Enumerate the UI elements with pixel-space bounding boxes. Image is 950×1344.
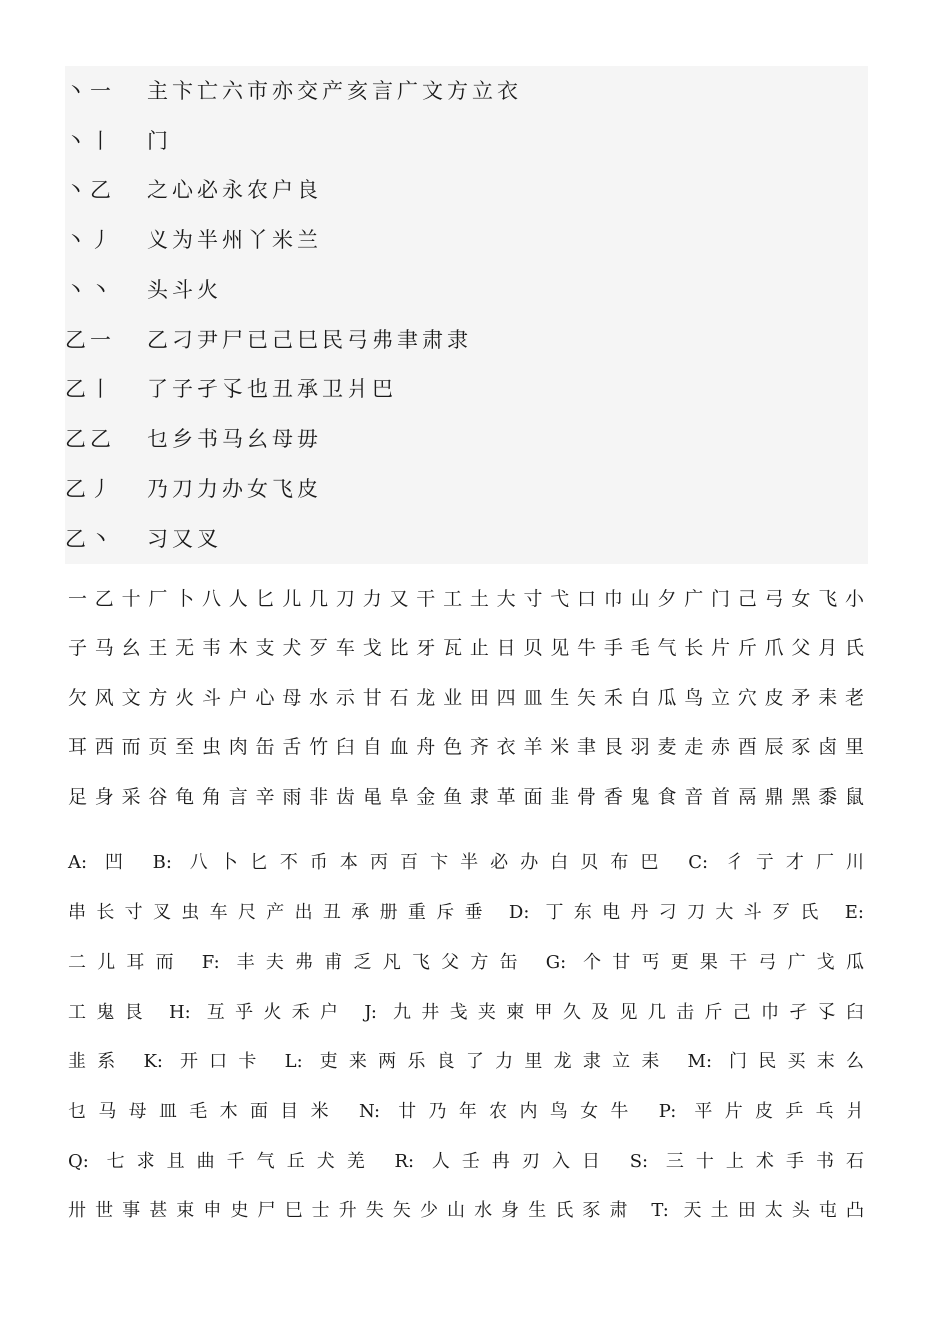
stroke-code: 乙一 [65, 328, 115, 352]
text-line: 卅世事甚束申史尸巳士升失矢少山水身生氏豕肃 T: 天土田太头屯凸 [68, 1200, 864, 1221]
stroke-characters: 门 [147, 129, 172, 153]
text-line: 足身采谷龟角言辛雨非齿黾阜金鱼隶革面韭骨香鬼食音首鬲鼎黑黍鼠 [68, 786, 864, 808]
stroke-characters: 乜乡书马幺母毋 [147, 427, 322, 451]
text-line: 乜马母皿毛木面目米 N: 廿乃年农内鸟女牛 P: 平片皮乒乓爿 [68, 1101, 864, 1122]
stroke-row [65, 514, 868, 564]
stroke-code: 丶丨 [65, 129, 115, 153]
stroke-characters: 乃刀力办女飞皮 [147, 477, 322, 501]
stroke-row [65, 165, 868, 215]
stroke-characters: 了子孑孓也丑承卫爿巴 [147, 377, 397, 401]
stroke-characters: 头斗火 [147, 278, 222, 302]
stroke-characters: 主卞亡六市亦交产亥言广文方立衣 [147, 79, 522, 103]
stroke-order-table [65, 66, 868, 564]
stroke-code: 乙乙 [65, 427, 115, 451]
stroke-code: 乙丶 [65, 527, 115, 551]
stroke-characters: 之心必永农户良 [147, 178, 322, 202]
stroke-code: 丶乙 [65, 178, 115, 202]
text-line: Q: 七求且曲千气丘犬羌 R: 人壬冉刃入日 S: 三十上术手书石 [68, 1151, 864, 1172]
stroke-row [65, 414, 868, 464]
stroke-row [65, 66, 868, 116]
text-line: 子马幺王无韦木支犬歹车戈比牙瓦止日贝见牛手毛气长片斤爪父月氏 [68, 637, 864, 659]
stroke-characters: 习又叉 [147, 527, 222, 551]
stroke-code: 丶一 [65, 79, 115, 103]
stroke-code: 丶丿 [65, 228, 115, 252]
stroke-code: 乙丿 [65, 477, 115, 501]
text-line: 欠风文方火斗户心母水示甘石龙业田四皿生矢禾白瓜鸟立穴皮矛耒老 [68, 687, 864, 709]
text-line: 串长寸叉虫车尺产出丑承册重斥垂 D: 丁东电丹刁刀大斗歹氏 E: [68, 902, 864, 923]
stroke-characters: 乙刁尹尸已己巳民弓弗聿肃隶 [147, 328, 472, 352]
stroke-code: 乙丨 [65, 377, 115, 401]
stroke-row [65, 315, 868, 365]
text-line: A: 凹 B: 八卜匕不币本丙百卞半必办白贝布巴 C: 彳亍才厂川 [68, 852, 864, 873]
stroke-code: 丶丶 [65, 278, 115, 302]
stroke-characters: 义为半州丫米兰 [147, 228, 322, 252]
text-line: 工鬼艮 H: 互乎火禾户 J: 九井戋夹柬甲久及见几击斤己巾孑孓臼 [68, 1002, 864, 1023]
stroke-row [65, 364, 868, 414]
text-line: 韭系 K: 开口卡 L: 吏来两乐良了力里龙隶立耒 M: 门民买末么 [68, 1051, 864, 1072]
stroke-row [65, 215, 868, 265]
stroke-row [65, 116, 868, 166]
stroke-row [65, 265, 868, 315]
text-line: 耳西而页至虫肉缶舌竹臼自血舟色齐衣羊米聿艮羽麦走赤酉辰豕卤里 [68, 736, 864, 758]
text-line: 二儿耳而 F: 丰夫弗甫乏凡飞父方缶 G: 个甘丐更果干弓广戈瓜 [68, 952, 864, 973]
text-line: 一乙十厂卜八人匕儿几刀力又干工土大寸弋口巾山夕广门己弓女飞小 [68, 588, 864, 610]
stroke-row [65, 464, 868, 514]
